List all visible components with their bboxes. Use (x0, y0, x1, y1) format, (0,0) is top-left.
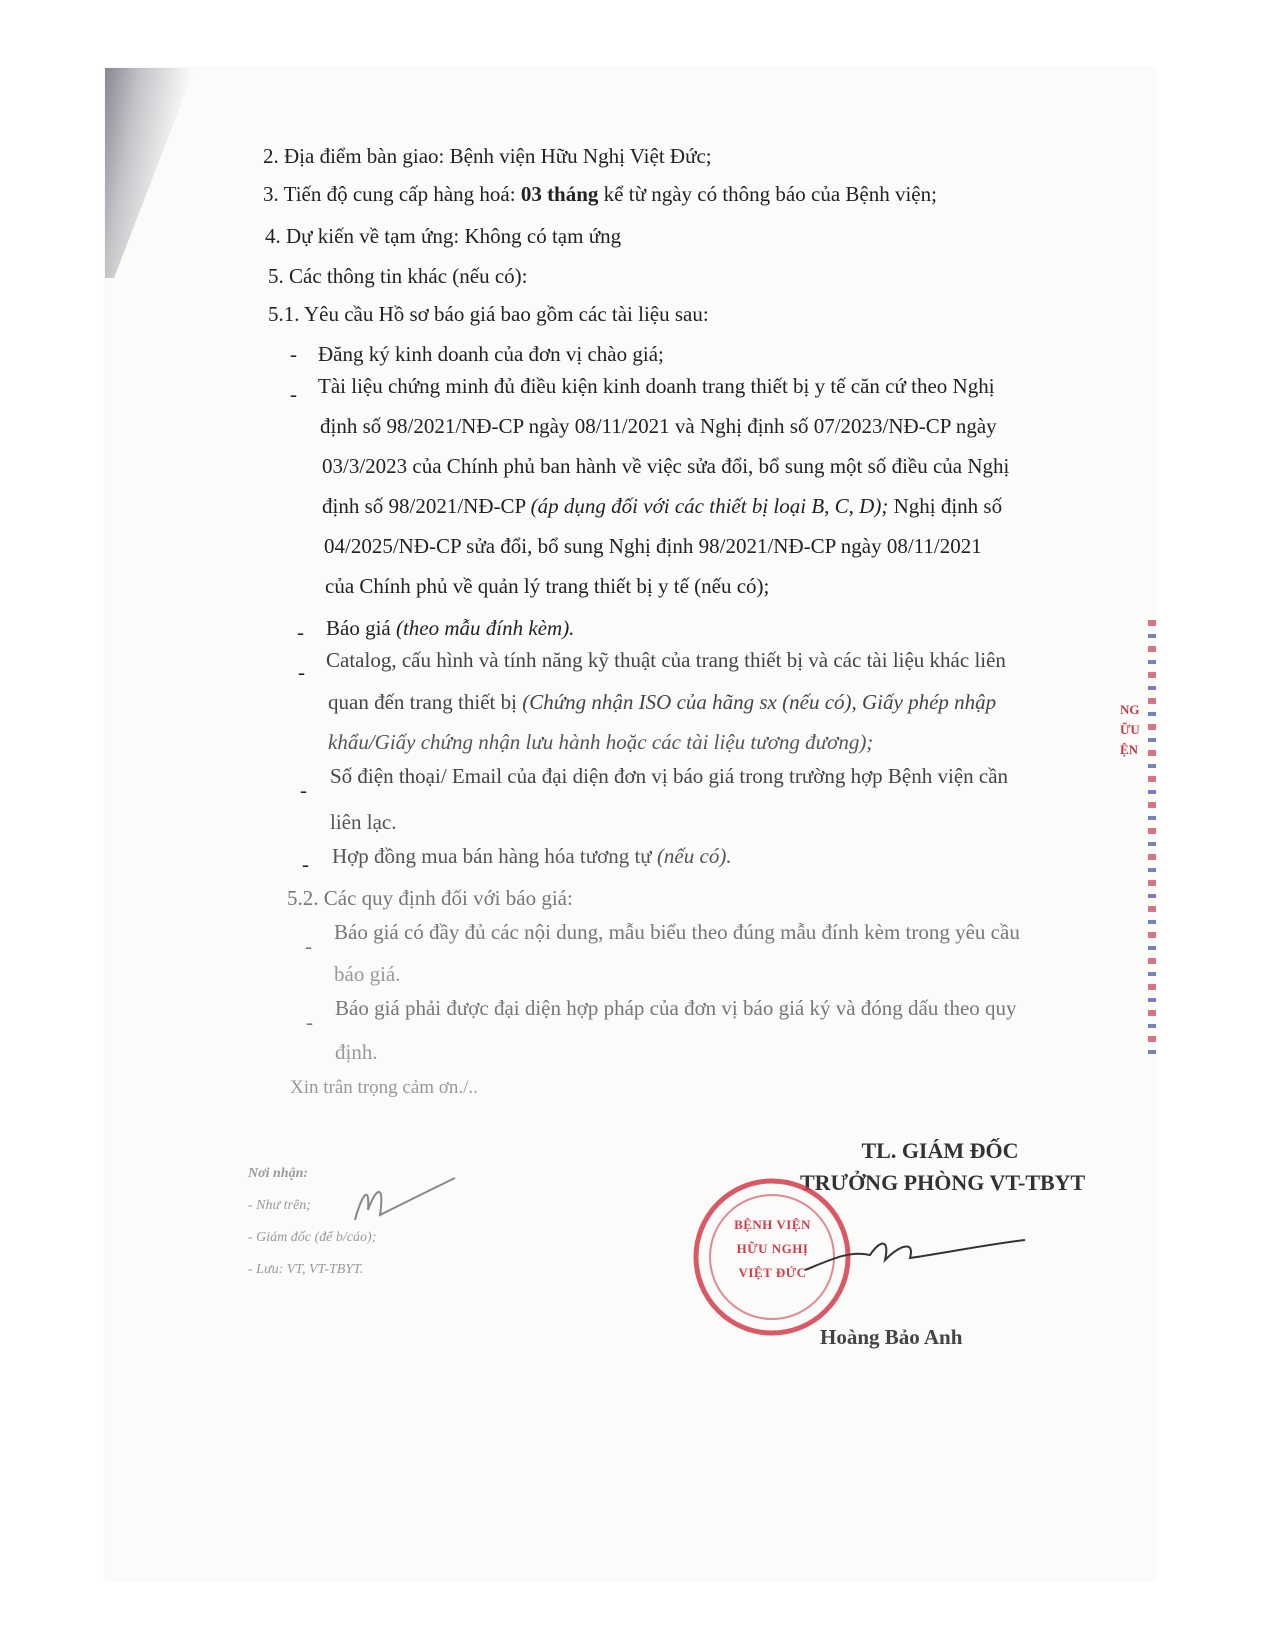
side-stamp-text-1: NG (1120, 702, 1140, 717)
stamp-line-3: VIỆT ĐỨC (738, 1265, 807, 1280)
bullet-dash: - (306, 1010, 313, 1034)
stamp-line-2: HỮU NGHỊ (736, 1241, 809, 1256)
recipients-title: Nơi nhận: (248, 1166, 309, 1181)
handwritten-signature (800, 1230, 1030, 1300)
item-5-2: 5.2. Các quy định đối với báo giá: (287, 886, 573, 910)
bullet-dash: - (290, 342, 297, 366)
item-3-bold: 03 tháng (520, 182, 599, 206)
side-stamp-text-3: ỆN (1120, 742, 1139, 757)
recipient-item: - Như trên; (248, 1198, 311, 1213)
signature-title-2: TRƯỞNG PHÒNG VT-TBYT (800, 1170, 1086, 1195)
list-item (326, 614, 574, 642)
item-2: 2. Địa điểm bàn giao: Bệnh viện Hữu Nghị Việt Đức; (263, 144, 712, 168)
bullet-dash: - (298, 660, 305, 684)
list-item: Đăng ký kinh doanh của đơn vị chào giá; (318, 342, 664, 366)
bullet-dash: - (302, 852, 309, 876)
list-item-italic: khẩu/Giấy chứng nhận lưu hành hoặc các tài liệu tương đương); (328, 730, 874, 754)
side-stamp-text-2: ỮU (1120, 722, 1140, 737)
closing-text: Xin trân trọng cảm ơn./.. (290, 1077, 478, 1098)
recipient-item: - Giám đốc (để b/cáo); (248, 1230, 377, 1245)
list-item-line: 03/3/2023 của Chính phủ ban hành về việc sửa đổi, bổ sung một số điều của Nghị (322, 454, 1010, 478)
list-item-line: 04/2025/NĐ-CP sửa đổi, bổ sung Nghị định 98/2021/NĐ-CP ngày 08/11/2021 (324, 534, 982, 558)
list-item-text-end: Nghị định số (888, 494, 1003, 518)
bullet-dash: - (297, 620, 304, 644)
bullet-dash: - (300, 778, 307, 802)
list-item-italic: (nếu có). (656, 844, 732, 868)
item-4: 4. Dự kiến về tạm ứng: Không có tạm ứng (265, 224, 622, 248)
list-item-line: Catalog, cấu hình và tính năng kỹ thuật của trang thiết bị và các tài liệu khác liên (326, 648, 1006, 672)
item-3-text: 3. Tiến độ cung cấp hàng hoá: (263, 182, 521, 206)
list-item-line: báo giá. (334, 962, 401, 986)
list-item-line: Số điện thoại/ Email của đại diện đơn vị báo giá trong trường hợp Bệnh viện cần (330, 764, 1009, 788)
list-item-line: định số 98/2021/NĐ-CP ngày 08/11/2021 và Nghị định số 07/2023/NĐ-CP ngày (320, 414, 997, 438)
recipient-item: - Lưu: VT, VT-TBYT. (248, 1262, 364, 1277)
list-item-italic: (áp dụng đối với các thiết bị loại B, C, D); (530, 494, 889, 518)
list-item (332, 842, 732, 870)
initial-signature (350, 1170, 460, 1230)
list-item-line: liên lạc. (330, 810, 397, 834)
signature-title-1: TL. GIÁM ĐỐC (861, 1138, 1019, 1163)
list-item-line (322, 492, 1002, 520)
list-item-line (328, 728, 873, 756)
bullet-dash: - (290, 382, 297, 406)
list-item-text: định số 98/2021/NĐ-CP (322, 494, 531, 518)
item-5: 5. Các thông tin khác (nếu có): (268, 264, 528, 288)
list-item-text: Báo giá (326, 616, 396, 640)
signer-name: Hoàng Bảo Anh (820, 1325, 963, 1349)
list-item-line (328, 688, 996, 716)
list-item-text: Hợp đồng mua bán hàng hóa tương tự (332, 844, 657, 868)
list-item-line: Tài liệu chứng minh đủ điều kiện kinh doanh trang thiết bị y tế căn cứ theo Nghị (318, 374, 995, 398)
bullet-dash: - (305, 934, 312, 958)
list-item-line: Báo giá có đầy đủ các nội dung, mẫu biểu theo đúng mẫu đính kèm trong yêu cầu (334, 920, 1020, 944)
item-3-text-end: kể từ ngày có thông báo của Bệnh viện; (598, 182, 937, 206)
item-5-1: 5.1. Yêu cầu Hồ sơ báo giá bao gồm các tài liệu sau: (268, 302, 709, 326)
list-item-line: định. (335, 1040, 378, 1064)
list-item-italic: (theo mẫu đính kèm). (395, 616, 575, 640)
list-item-line: Báo giá phải được đại diện hợp pháp của đơn vị báo giá ký và đóng dấu theo quy (335, 996, 1017, 1020)
list-item-line: của Chính phủ về quản lý trang thiết bị y tế (nếu có); (325, 574, 770, 598)
item-3 (263, 180, 937, 208)
list-item-text: quan đến trang thiết bị (328, 690, 523, 714)
stamp-line-1: BỆNH VIỆN (734, 1217, 811, 1232)
list-item-italic: (Chứng nhận ISO của hãng sx (nếu có), Giấy phép nhập (522, 690, 997, 714)
